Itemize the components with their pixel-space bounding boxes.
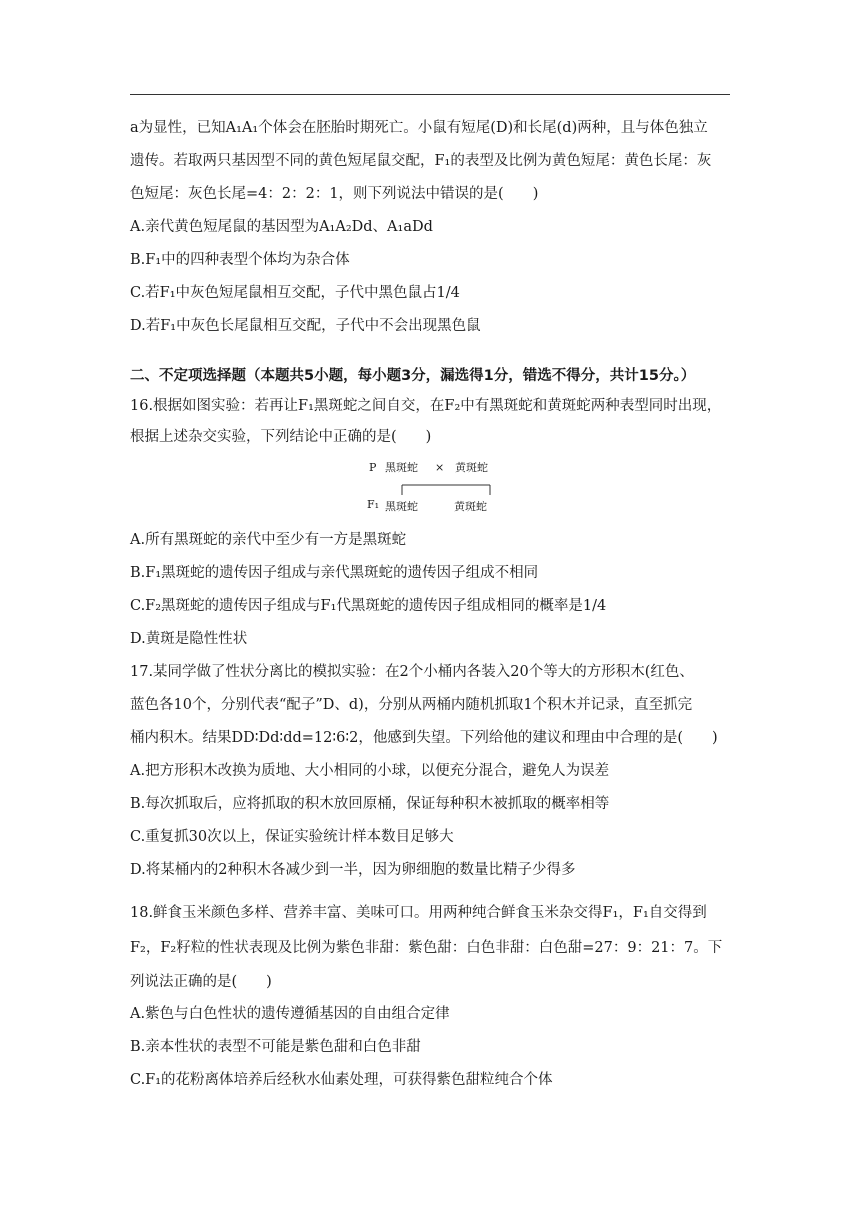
- diagram-cross-symbol: ×: [435, 461, 445, 474]
- diagram-p-label: P: [369, 461, 377, 474]
- q18-option-c: C.F₁的花粉离体培养后经秋水仙素处理，可获得紫色甜粒纯合个体: [130, 1072, 553, 1088]
- q16-option-c: C.F₂黑斑蛇的遗传因子组成与F₁代黑斑蛇的遗传因子组成相同的概率是1/4: [130, 598, 607, 614]
- q15-option-b: B.F₁中的四种表型个体均为杂合体: [130, 252, 350, 268]
- q17-option-a: A.把方形积木改换为质地、大小相同的小球，以便充分混合，避免人为误差: [130, 763, 610, 779]
- diagram-parent-2: 黄斑蛇: [455, 461, 488, 474]
- q16-stem-line-1: 16.根据如图实验：若再让F₁黑斑蛇之间自交，在F₂中有黑斑蛇和黄斑蛇两种表型同时出现，: [130, 398, 722, 414]
- q16-stem-line-2: 根据上述杂交实验，下列结论中正确的是( ): [130, 429, 432, 445]
- cross-diagram: [365, 458, 505, 518]
- q18-option-a: A.紫色与白色性状的遗传遵循基因的自由组合定律: [130, 1006, 450, 1022]
- q18-stem-line-3: 列说法正确的是( ): [130, 974, 272, 990]
- diagram-f1-label: F₁: [367, 498, 380, 511]
- diagram-parent-1: 黑斑蛇: [385, 461, 418, 474]
- q17-option-c: C.重复抓30次以上，保证实验统计样本数目足够大: [130, 829, 454, 845]
- diagram-f1-child-2: 黄斑蛇: [454, 500, 487, 513]
- q17-option-d: D.将某桶内的2种积木各减少到一半，因为卵细胞的数量比精子少得多: [130, 862, 576, 878]
- header-rule: [130, 94, 730, 95]
- q18-stem-line-1: 18.鲜食玉米颜色多样、营养丰富、美味可口。用两种纯合鲜食玉米杂交得F₁，F₁自交得到: [130, 905, 707, 921]
- q16-option-d: D.黄斑是隐性性状: [130, 631, 248, 647]
- q17-stem-line-2: 蓝色各10个，分别代表“配子”D、d)，分别从两桶内随机抓取1个积木并记录，直至抓完: [130, 697, 693, 713]
- q17-stem-line-3: 桶内积木。结果DD∶Dd∶dd=12∶6∶2，他感到失望。下列给他的建议和理由中合理的是( ): [130, 730, 718, 746]
- q17-stem-line-1: 17.某同学做了性状分离比的模拟实验：在2个小桶内各装入20个等大的方形积木(红色、: [130, 664, 694, 680]
- q15-stem-line-2: 遗传。若取两只基因型不同的黄色短尾鼠交配，F₁的表型及比例为黄色短尾：黄色长尾：灰: [130, 153, 712, 169]
- q16-option-a: A.所有黑斑蛇的亲代中至少有一方是黑斑蛇: [130, 532, 407, 548]
- q15-option-c: C.若F₁中灰色短尾鼠相互交配，子代中黑色鼠占1/4: [130, 285, 460, 301]
- q15-option-d: D.若F₁中灰色长尾鼠相互交配，子代中不会出现黑色鼠: [130, 318, 481, 334]
- q15-stem-line-1: a为显性，已知A₁A₁个体会在胚胎时期死亡。小鼠有短尾(D)和长尾(d)两种，且与体色独立: [130, 120, 708, 136]
- q16-option-b: B.F₁黑斑蛇的遗传因子组成与亲代黑斑蛇的遗传因子组成不相同: [130, 565, 539, 581]
- q18-stem-line-2: F₂，F₂籽粒的性状表现及比例为紫色非甜：紫色甜：白色非甜：白色甜=27：9：21：7。下: [130, 940, 723, 956]
- q15-stem-line-3: 色短尾：灰色长尾=4：2：2：1，则下列说法中错误的是( ): [130, 186, 539, 202]
- q18-option-b: B.亲本性状的表型不可能是紫色甜和白色非甜: [130, 1039, 421, 1055]
- q17-option-b: B.每次抓取后，应将抓取的积木放回原桶，保证每种积木被抓取的概率相等: [130, 796, 610, 812]
- section-2-heading: 二、不定项选择题（本题共5小题，每小题3分，漏选得1分，错选不得分，共计15分。）: [130, 368, 696, 384]
- q15-option-a: A.亲代黄色短尾鼠的基因型为A₁A₂Dd、A₁aDd: [130, 219, 433, 235]
- diagram-f1-child-1: 黑斑蛇: [385, 500, 418, 513]
